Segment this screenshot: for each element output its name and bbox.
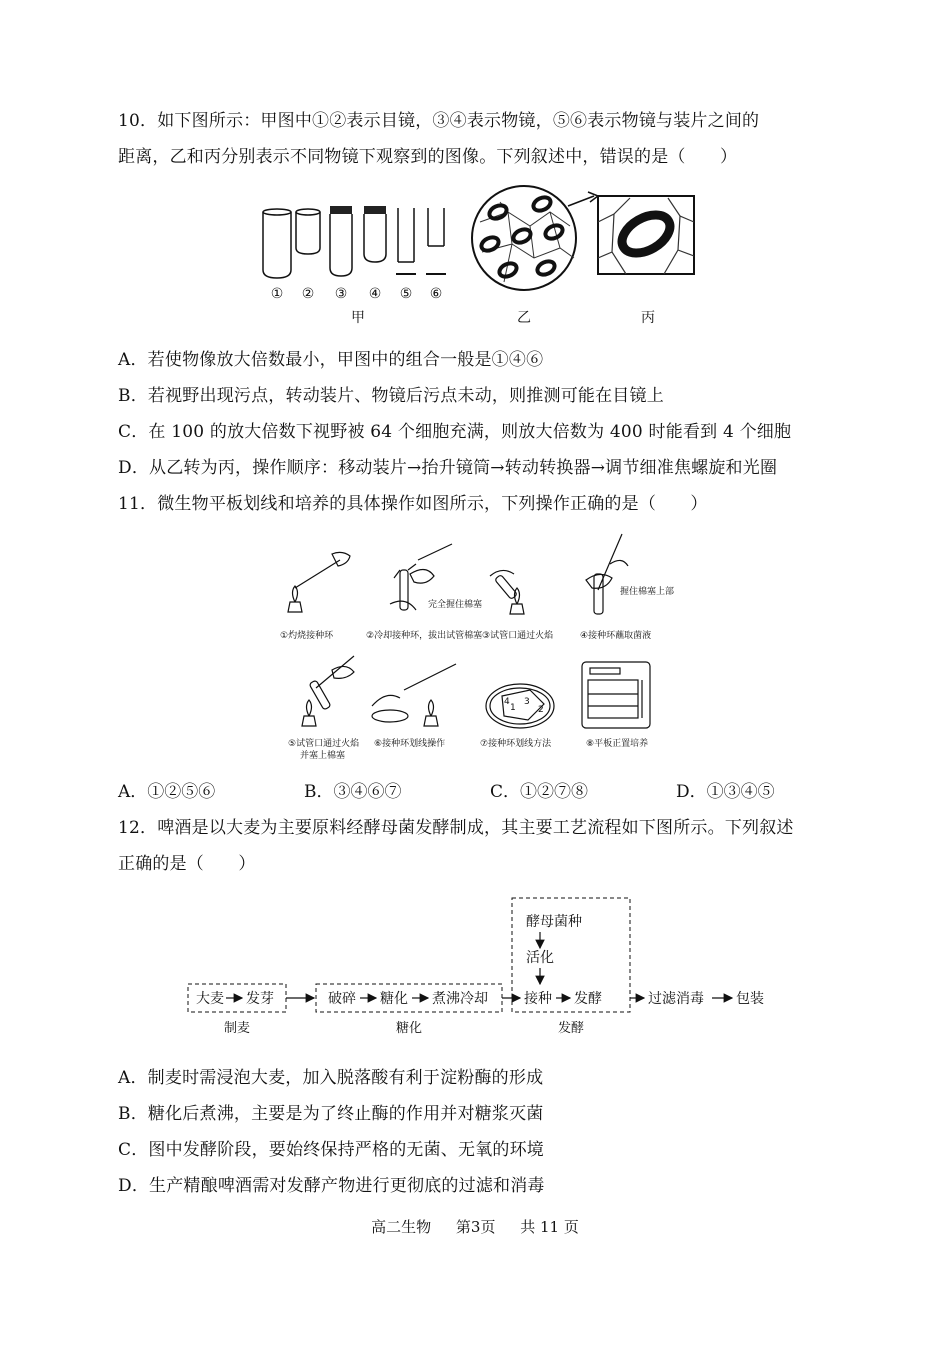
q11-option-a: A．①②⑤⑥ — [118, 782, 216, 802]
node-yeast: 酵母菌种 — [526, 914, 582, 930]
caption-1: ①灼烧接种环 — [280, 631, 334, 641]
node-crush: 破碎 — [328, 991, 356, 1007]
q12-option-c: C．图中发酵阶段，要始终保持严格的无菌、无氧的环境 — [118, 1140, 545, 1160]
stage-label-malting: 制麦 — [223, 1021, 251, 1036]
eyepiece-1 — [263, 209, 291, 278]
distance-6 — [426, 208, 446, 274]
node-inoculate: 接种 — [524, 991, 552, 1007]
fig-num-4: ④ — [368, 286, 382, 302]
step5-plug-tube — [302, 656, 354, 726]
footer-subject: 高二生物 — [371, 1218, 432, 1236]
note-full-grip: 完全握住棉塞 — [428, 600, 483, 610]
step8-incubator — [582, 662, 650, 728]
microscope-view-bing — [598, 196, 694, 274]
fig-num-2: ② — [301, 286, 315, 302]
step4-dip-loop — [586, 534, 628, 614]
caption-5b: 并塞上棉塞 — [300, 751, 346, 761]
fig-label-bing: 丙 — [641, 310, 655, 326]
caption-8: ⑧平板正置培养 — [586, 739, 649, 749]
caption-3: ③试管口通过火焰 — [482, 631, 554, 641]
q10-figure — [250, 182, 710, 330]
footer-page: 第3页 — [455, 1218, 496, 1236]
q12-stem-line2: 正确的是（ ） — [118, 854, 256, 874]
node-boil-cool: 煮沸冷却 — [432, 991, 488, 1007]
step6-streak-operation — [372, 664, 456, 726]
caption-7: ⑦接种环划线方法 — [480, 739, 552, 749]
page-footer — [0, 1216, 950, 1237]
dish-num-2: 2 — [538, 705, 544, 715]
q10-stem-line1: 10．如下图所示：甲图中①②表示目镜，③④表示物镜，⑤⑥表示物镜与装片之间的 — [118, 111, 760, 131]
fig-num-5: ⑤ — [399, 286, 413, 302]
node-sprout: 发芽 — [246, 991, 274, 1007]
dish-num-1: 1 — [510, 703, 516, 713]
node-saccharify: 糖化 — [380, 991, 408, 1007]
q12-flowchart — [180, 892, 780, 1040]
q11-figure — [276, 530, 676, 764]
q12-option-b: B．糖化后煮沸，主要是为了终止酶的作用并对糖浆灭菌 — [118, 1104, 544, 1124]
step7-streak-dish — [486, 684, 554, 728]
q11-option-b: B．③④⑥⑦ — [304, 782, 402, 802]
q10-option-c: C．在 100 的放大倍数下视野被 64 个细胞充满，则放大倍数为 400 时能看到 4 个细胞 — [118, 422, 792, 442]
dish-num-3: 3 — [524, 697, 530, 707]
fig-num-3: ③ — [334, 286, 348, 302]
node-package: 包装 — [736, 991, 764, 1007]
q10-stem-line2: 距离，乙和丙分别表示不同物镜下观察到的图像。下列叙述中，错误的是（ ） — [118, 147, 738, 167]
q10-option-d: D．从乙转为丙，操作顺序：移动装片→抬升镜筒→转动转换器→调节细准焦螺旋和光圈 — [118, 458, 778, 478]
node-activate: 活化 — [526, 950, 554, 966]
stage-label-saccharification: 糖化 — [395, 1021, 423, 1036]
q11-stem: 11．微生物平板划线和培养的具体操作如图所示，下列操作正确的是（ ） — [118, 494, 708, 514]
q11-option-c: C．①②⑦⑧ — [490, 782, 589, 802]
caption-2: ②冷却接种环，拔出试管棉塞 — [366, 631, 483, 641]
caption-5a: ⑤试管口通过火焰 — [288, 739, 360, 749]
fig-num-6: ⑥ — [429, 286, 443, 302]
fig-label-yi: 乙 — [517, 310, 531, 326]
step3-tube-flame — [490, 570, 524, 614]
distance-5 — [396, 208, 416, 274]
fig-num-1: ① — [270, 286, 284, 302]
q10-option-a: A．若使物像放大倍数最小，甲图中的组合一般是①④⑥ — [118, 350, 544, 370]
microscope-view-yi — [472, 186, 598, 290]
caption-4: ④接种环蘸取菌液 — [580, 631, 652, 641]
fig-label-jia: 甲 — [351, 310, 365, 326]
q12-option-d: D．生产精酿啤酒需对发酵产物进行更彻底的过滤和消毒 — [118, 1176, 545, 1196]
q12-stem-line1: 12．啤酒是以大麦为主要原料经酵母菌发酵制成，其主要工艺流程如下图所示。下列叙述 — [118, 818, 794, 838]
node-barley: 大麦 — [196, 991, 224, 1007]
dish-num-4: 4 — [504, 697, 510, 707]
step1-flame-loop — [288, 552, 350, 612]
objective-4 — [364, 206, 386, 262]
q10-option-b: B．若视野出现污点，转动装片、物镜后污点未动，则推测可能在目镜上 — [118, 386, 664, 406]
node-filter-sterilize: 过滤消毒 — [648, 991, 704, 1007]
q12-option-a: A．制麦时需浸泡大麦，加入脱落酸有利于淀粉酶的形成 — [118, 1068, 544, 1088]
objective-3 — [330, 206, 352, 276]
stage-label-fermentation: 发酵 — [557, 1021, 585, 1036]
node-ferment: 发酵 — [574, 991, 602, 1007]
q11-option-d: D．①③④⑤ — [676, 782, 775, 802]
eyepiece-2 — [296, 209, 320, 254]
caption-6: ⑥接种环划线操作 — [374, 739, 446, 749]
footer-total: 共 11 页 — [520, 1218, 579, 1236]
note-top-grip: 握住棉塞上部 — [620, 587, 675, 597]
